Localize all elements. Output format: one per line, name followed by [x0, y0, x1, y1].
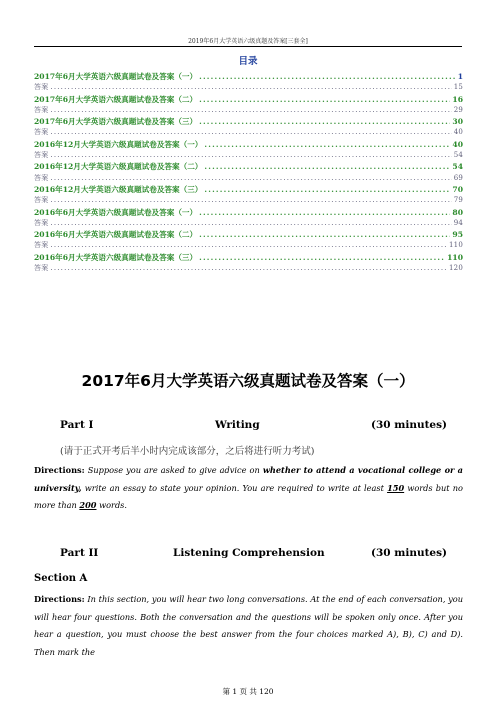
min-words: 150 — [387, 482, 405, 493]
toc-entry[interactable] — [34, 207, 463, 218]
part1-note: (请于正式开考后半小时内完成该部分，之后将进行听力考试) — [60, 446, 315, 457]
toc-entry-label: 2017年6月大学英语六级真题试卷及答案（二） — [34, 94, 198, 104]
toc-leader-dots — [199, 94, 450, 105]
toc-entry[interactable] — [34, 71, 463, 82]
toc-entry-label: 答案 — [34, 241, 49, 250]
toc-entry-page: 15 — [453, 83, 463, 92]
toc-entry[interactable] — [34, 252, 463, 263]
toc-entry-label: 2017年6月大学英语六级真题试卷及答案（一） — [34, 72, 198, 81]
toc-leader-dots — [50, 240, 447, 251]
toc-title: 目录 — [238, 56, 258, 67]
header-text: 2019年6月大学英语六级真题及答案[三套全] — [188, 38, 308, 45]
max-words: 200 — [79, 500, 97, 510]
toc-entry-page: 54 — [452, 162, 463, 172]
toc-entry[interactable] — [34, 229, 463, 240]
toc-leader-dots — [50, 263, 447, 274]
toc-entry-page: 110 — [447, 252, 463, 262]
toc-entry-page: 69 — [453, 173, 463, 182]
toc-entry-label: 2016年12月大学英语六级真题试卷及答案（一） — [34, 139, 203, 149]
toc-entry-page: 40 — [453, 128, 463, 137]
directions-text-e: words. — [99, 500, 127, 510]
toc-answer-entry[interactable] — [34, 240, 463, 251]
directions-text-a: Suppose you are asked to give advice on — [87, 465, 260, 475]
toc-entry-label: 2016年12月大学英语六级真题试卷及答案（三） — [34, 184, 203, 194]
toc-entry-label: 答案 — [34, 128, 49, 137]
exam-title: 2017年6月大学英语六级真题试卷及答案（一） — [81, 372, 415, 390]
directions-label: Directions: — [34, 465, 85, 475]
page-header — [0, 0, 496, 46]
part1-time: (30 minutes) — [370, 419, 447, 431]
directions-topic: whether to attend a vocational college or a university, — [34, 465, 463, 493]
table-of-contents — [34, 71, 463, 274]
toc-entry-label: 2016年12月大学英语六级真题试卷及答案（二） — [34, 162, 203, 172]
toc-entry-page: 80 — [452, 207, 463, 217]
toc-entry[interactable] — [34, 116, 463, 127]
toc-entry-label: 2016年6月大学英语六级真题试卷及答案（三） — [34, 252, 198, 262]
toc-answer-entry[interactable] — [34, 263, 463, 274]
part1-name: Writing — [215, 419, 260, 431]
toc-answer-entry[interactable] — [34, 218, 463, 229]
toc-entry-label: 2017年6月大学英语六级真题试卷及答案（三） — [34, 117, 198, 127]
part1-label: Part I — [60, 419, 94, 431]
toc-entry-page: 54 — [453, 151, 463, 160]
toc-leader-dots — [199, 116, 450, 127]
part2-time: (30 minutes) — [370, 547, 447, 559]
toc-leader-dots — [50, 127, 451, 138]
toc-leader-dots — [50, 218, 451, 229]
toc-entry-page: 40 — [452, 139, 463, 149]
header-rule — [34, 46, 462, 47]
toc-leader-dots — [199, 71, 456, 82]
directions-text-c: write an essay to state your opinion. You are required to write at least — [84, 482, 384, 493]
toc-entry-label: 答案 — [34, 83, 49, 92]
toc-leader-dots — [50, 173, 451, 184]
toc-entry-label: 答案 — [34, 105, 49, 114]
toc-entry[interactable] — [34, 161, 463, 172]
toc-entry-label: 答案 — [34, 196, 49, 205]
toc-entry-page: 70 — [452, 184, 463, 194]
toc-entry-page: 16 — [452, 94, 463, 104]
toc-entry-page: 95 — [452, 230, 463, 240]
toc-entry[interactable] — [34, 139, 463, 150]
part2-label: Part II — [60, 547, 99, 559]
toc-entry-page: 110 — [449, 241, 463, 250]
toc-leader-dots — [204, 184, 450, 195]
toc-entry-page: 1 — [457, 72, 463, 81]
toc-entry-label: 2016年6月大学英语六级真题试卷及答案（二） — [34, 230, 198, 240]
toc-leader-dots — [50, 150, 451, 161]
toc-entry-page: 79 — [453, 196, 463, 205]
toc-entry[interactable] — [34, 94, 463, 105]
directions-text: In this section, you will hear two long conversations. At the end of each conversation, you will hear four questions. Both the conversation and the questions will be spoken only once. After you hear a question, you must choose the best answer from the four choices marked A), B), C) and D). Then mark the — [34, 594, 463, 657]
toc-leader-dots — [50, 82, 451, 93]
toc-answer-entry[interactable] — [34, 82, 463, 93]
toc-answer-entry[interactable] — [34, 150, 463, 161]
part1-directions — [34, 462, 463, 515]
toc-entry-label: 答案 — [34, 173, 49, 182]
toc-answer-entry[interactable] — [34, 127, 463, 138]
page-footer: 第 1 页 共 120 — [222, 687, 274, 696]
toc-entry-label: 答案 — [34, 151, 49, 160]
directions-text-d: words but no more than — [34, 482, 463, 510]
toc-answer-entry[interactable] — [34, 105, 463, 116]
directions-label: Directions: — [34, 594, 85, 604]
toc-leader-dots — [199, 229, 450, 240]
toc-leader-dots — [50, 195, 451, 206]
toc-entry-page: 94 — [453, 218, 463, 227]
toc-leader-dots — [199, 252, 445, 263]
toc-entry-page: 29 — [453, 105, 463, 114]
toc-leader-dots — [204, 161, 450, 172]
toc-entry-label: 答案 — [34, 264, 49, 273]
toc-entry-page: 30 — [452, 117, 463, 127]
toc-entry-label: 答案 — [34, 218, 49, 227]
toc-entry[interactable] — [34, 184, 463, 195]
toc-answer-entry[interactable] — [34, 195, 463, 206]
toc-leader-dots — [204, 139, 450, 150]
toc-leader-dots — [50, 105, 451, 116]
toc-entry-page: 120 — [449, 264, 463, 273]
part2-name: Listening Comprehension — [173, 547, 325, 559]
toc-answer-entry[interactable] — [34, 173, 463, 184]
part2-directions — [34, 591, 463, 661]
section-a-heading: Section A — [34, 573, 88, 584]
toc-entry-label: 2016年6月大学英语六级真题试卷及答案（一） — [34, 207, 198, 217]
toc-leader-dots — [199, 207, 450, 218]
